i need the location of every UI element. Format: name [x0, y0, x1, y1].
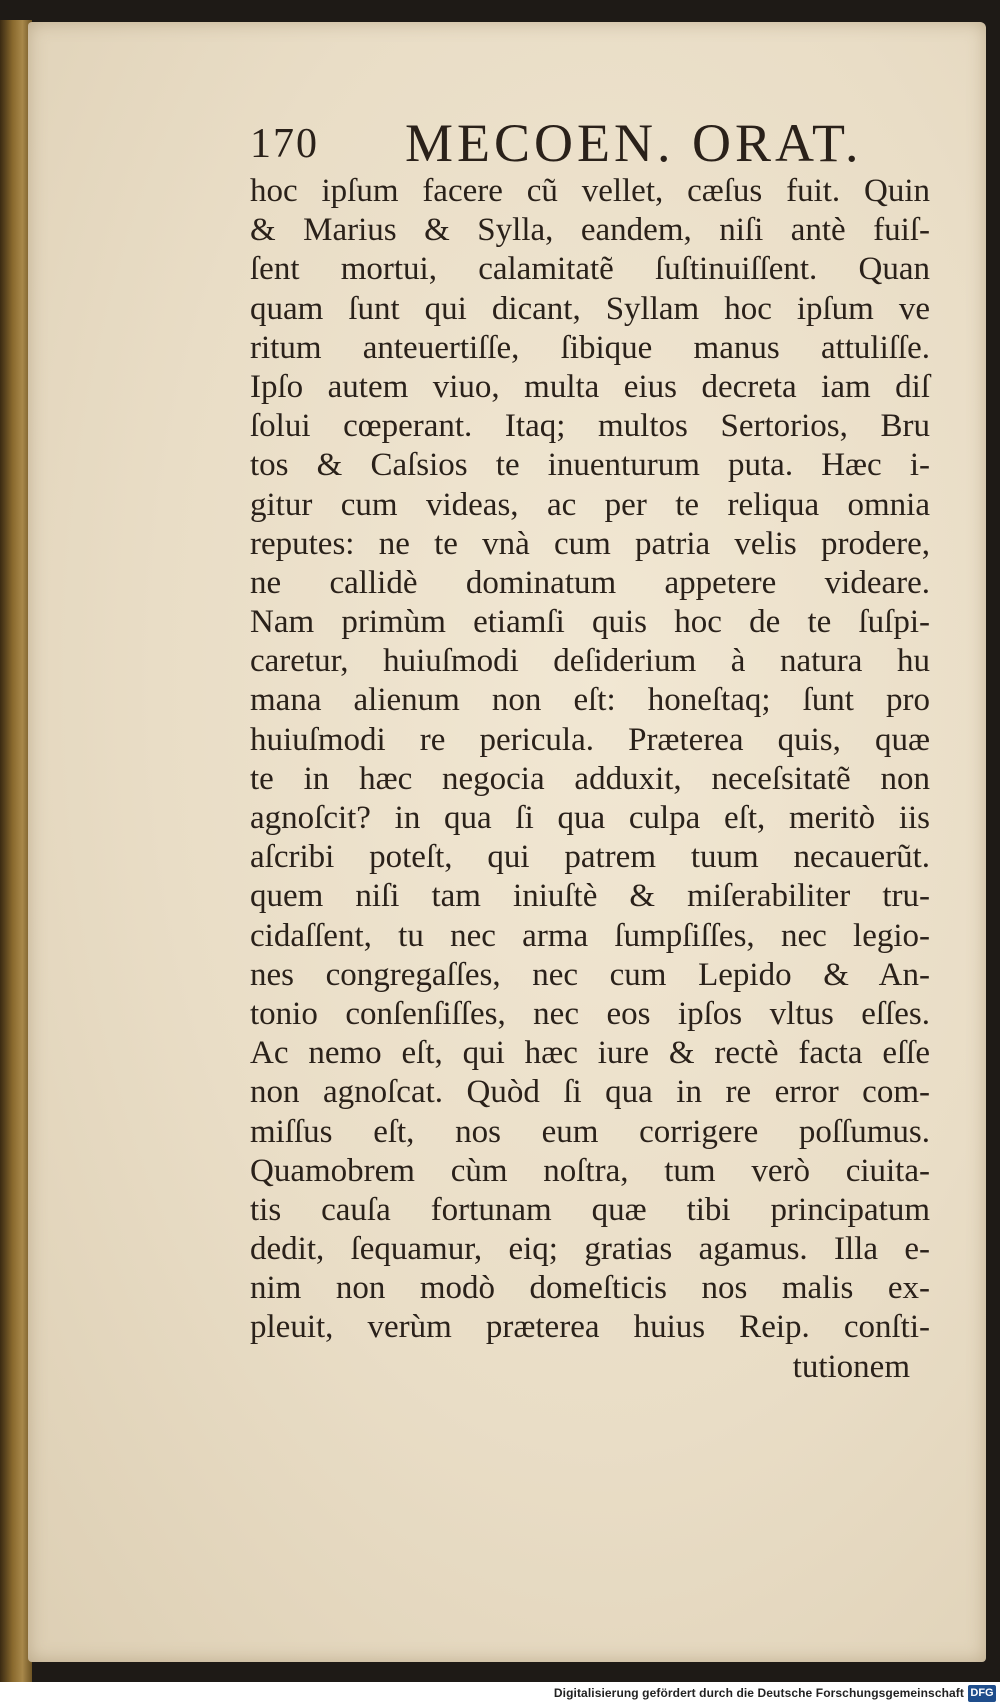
text-line: gitur cum videas, ac per te reliqua omnia	[250, 486, 930, 523]
text-line: nes congregaſſes, nec cum Lepido & An-	[250, 956, 930, 993]
text-line: caretur, huiuſmodi deſiderium à natura hu	[250, 643, 930, 680]
text-line: pleuit, verùm præterea huius Reip. conſti-	[250, 1309, 930, 1346]
text-line: hoc ipſum facere cũ vellet, cæſus fuit. Quin	[250, 173, 930, 209]
text-line: aſcribi poteſt, qui patrem tuum necauerũt.	[250, 839, 930, 876]
text-line: ſent mortui, calamitatẽ ſuſtinuiſſent. Quan	[250, 251, 930, 288]
text-line: quam ſunt qui dicant, Syllam hoc ipſum ve	[250, 290, 930, 327]
text-line: Quamobrem cùm noſtra, tum verò ciuita-	[250, 1152, 930, 1189]
text-line: te in hæc negocia adduxit, neceſsitatẽ non	[250, 760, 930, 797]
text-line: tonio conſenſiſſes, nec eos ipſos vltus eſſes.	[250, 995, 930, 1032]
page-number: 170	[250, 121, 319, 167]
running-title: MECOEN. ORAT.	[405, 113, 863, 173]
footer-bar	[0, 1682, 1000, 1707]
text-line: dedit, ſequamur, eiq; gratias agamus. Illa e-	[250, 1231, 930, 1268]
text-line: tos & Caſsios te inuenturum puta. Hæc i-	[250, 447, 930, 484]
text-line: miſſus eſt, nos eum corrigere poſſumus.	[250, 1113, 930, 1150]
text-line: agnoſcit? in qua ſi qua culpa eſt, meritò iis	[250, 800, 930, 836]
text-line: & Marius & Sylla, eandem, niſi antè fuiſ-	[250, 212, 930, 249]
page-header	[250, 112, 890, 174]
text-line: mana alienum non eſt: honeſtaq; ſunt pro	[250, 682, 930, 719]
text-line: ſolui cœperant. Itaq; multos Sertorios, Bru	[250, 408, 930, 445]
body-text	[250, 172, 930, 1387]
text-line: ne callidè dominatum appetere videare.	[250, 564, 930, 601]
text-line: Ac nemo eſt, qui hæc iure & rectè facta eſſe	[250, 1035, 930, 1072]
text-line: reputes: ne te vnà cum patria velis prodere,	[250, 525, 930, 562]
dfg-logo: DFG	[968, 1685, 996, 1702]
text-line: Nam primùm etiamſi quis hoc de te ſuſpi-	[250, 604, 930, 641]
text-line: quem niſi tam iniuſtè & miſerabiliter tru-	[250, 878, 930, 915]
text-line: ritum anteuertiſſe, ſibique manus attuliſſe.	[250, 329, 930, 366]
text-line: Ipſo autem viuo, multa eius decreta iam diſ	[250, 368, 930, 405]
text-line: non agnoſcat. Quòd ſi qua in re error com-	[250, 1074, 930, 1111]
text-line: tutionem	[792, 1348, 910, 1385]
digitization-credit: Digitalisierung gefördert durch die Deutsche Forschungsgemeinschaft	[553, 1686, 964, 1700]
text-line: nim non modò domeſticis nos malis ex-	[250, 1270, 930, 1307]
text-line: tis cauſa fortunam quæ tibi principatum	[250, 1191, 930, 1228]
text-line: cidaſſent, tu nec arma ſumpſiſſes, nec legio-	[250, 917, 930, 954]
text-line: huiuſmodi re pericula. Præterea quis, quæ	[250, 721, 930, 758]
